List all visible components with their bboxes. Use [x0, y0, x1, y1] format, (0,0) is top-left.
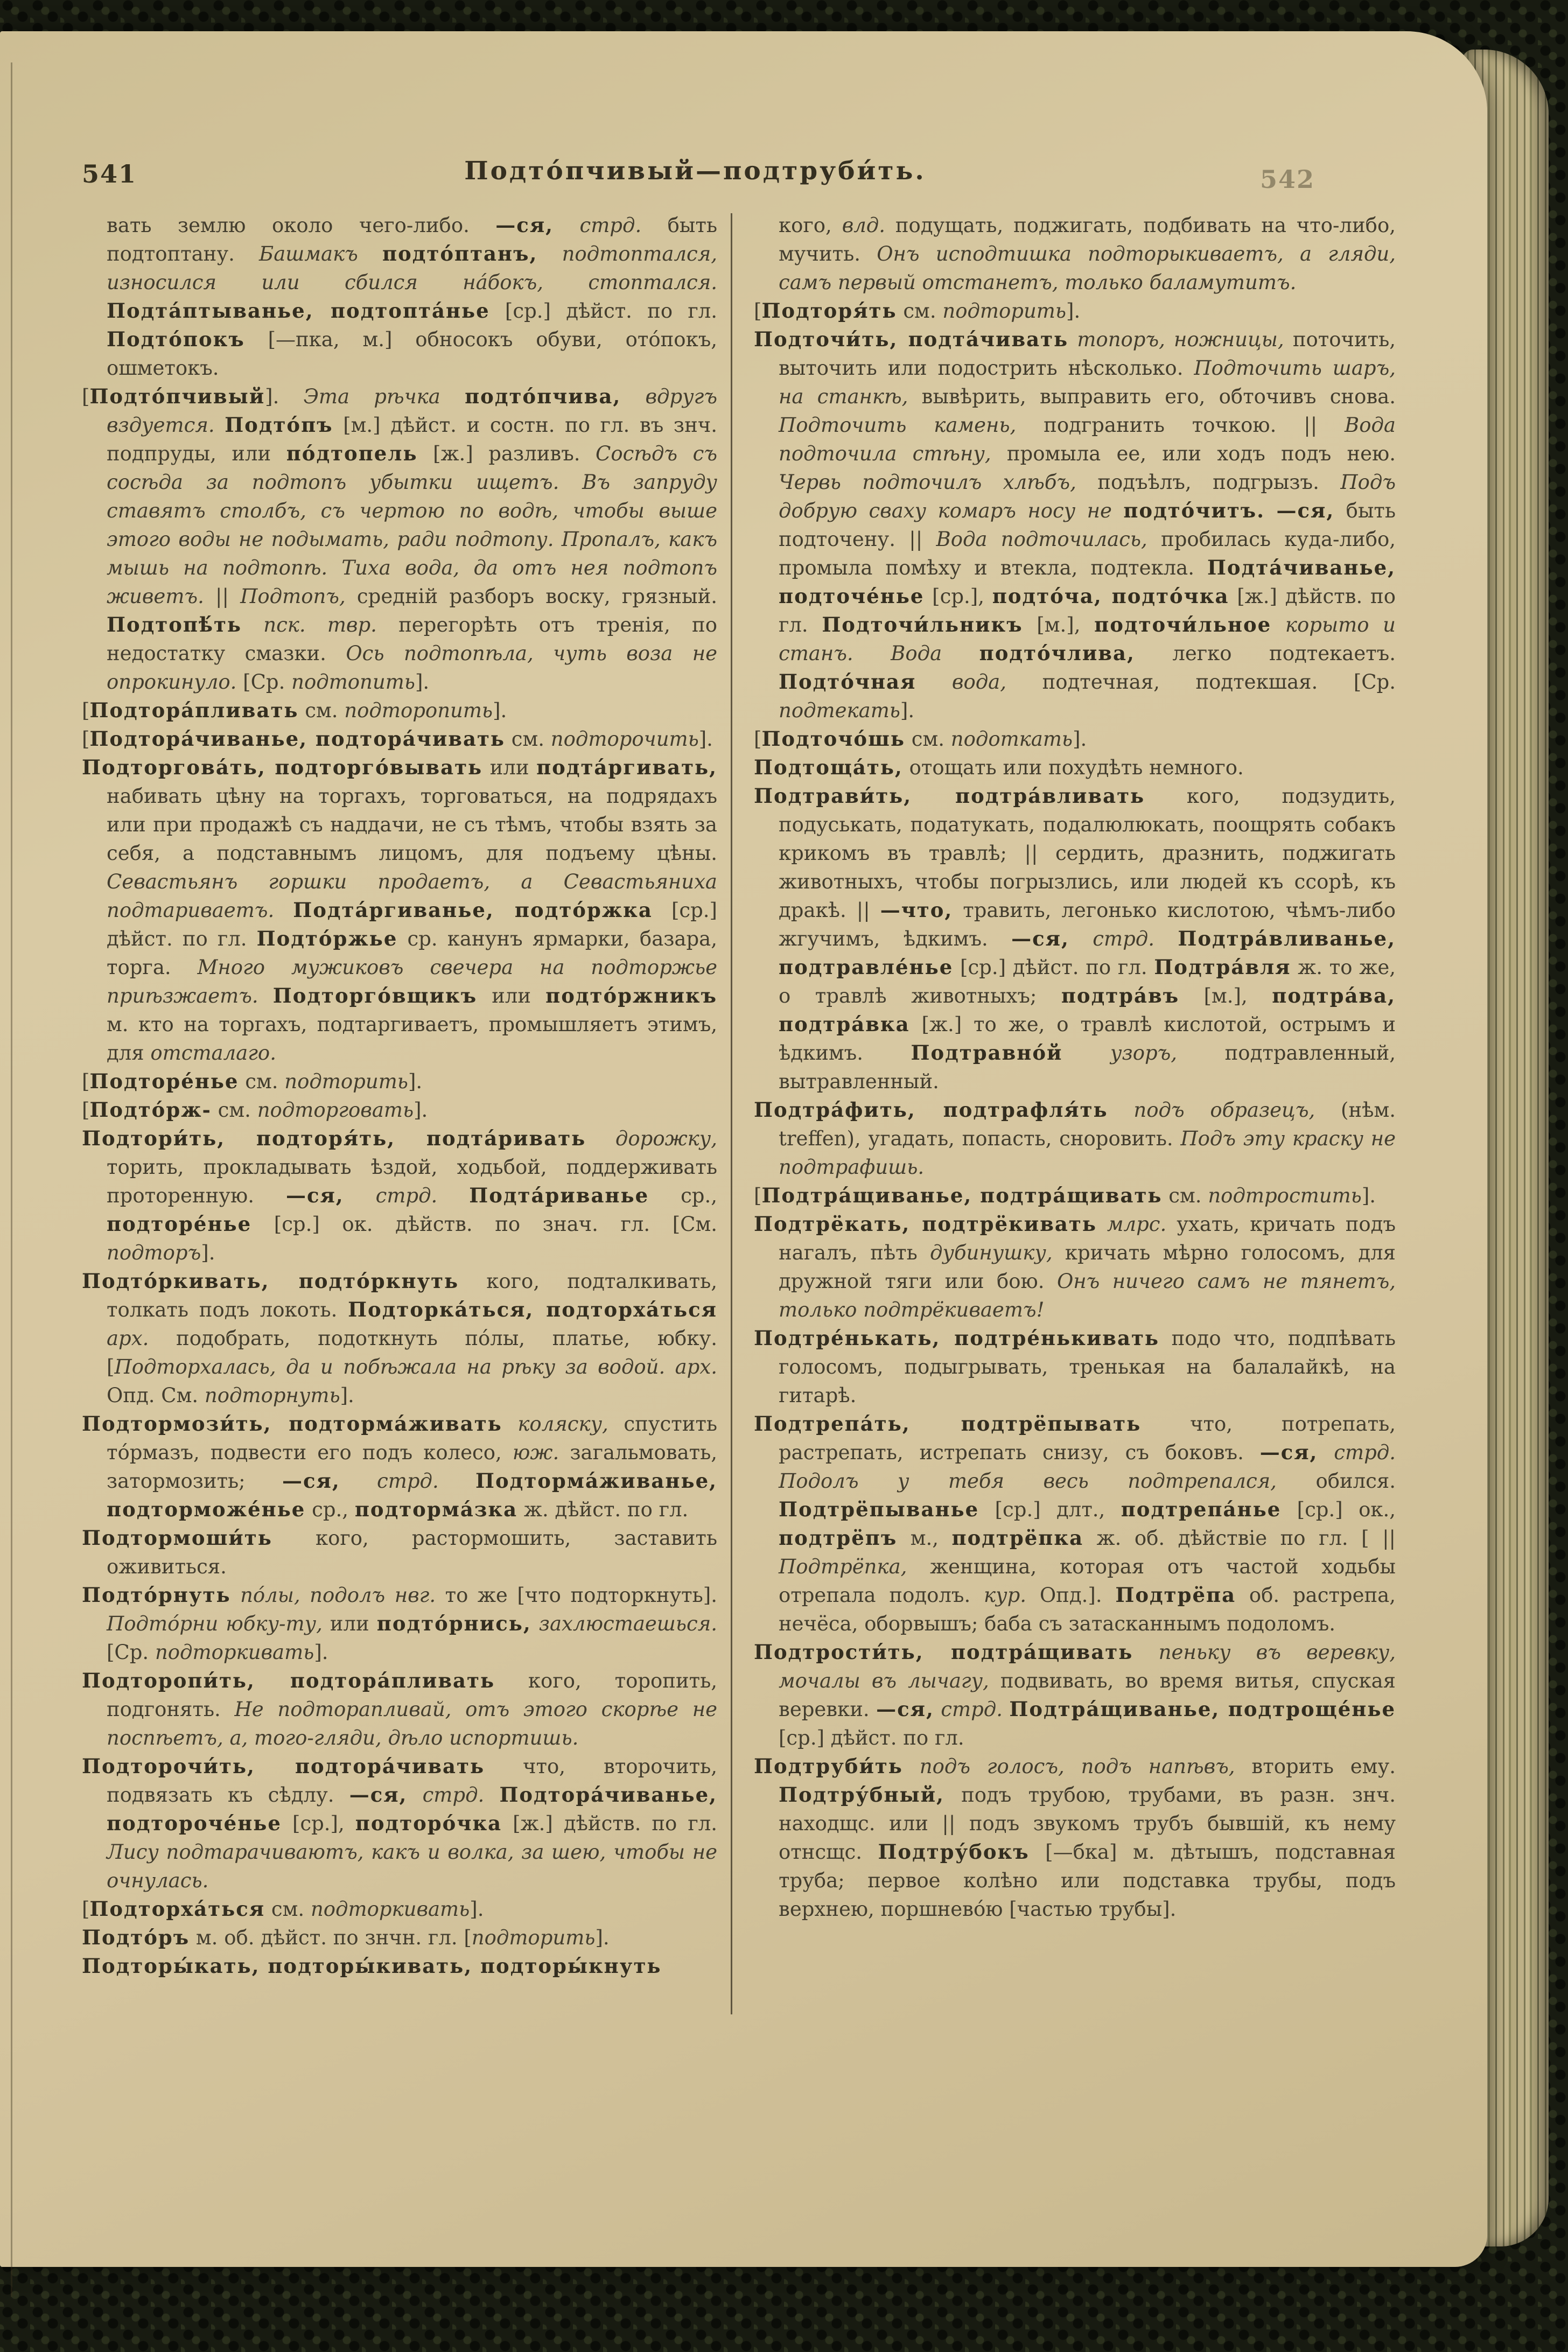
dictionary-entry: Подточи́ть, подта́чивать топоръ, ножницы, поточить, выточить или подострить нѣсколько. Подточить шаръ, на станкѣ, вывѣрить, выправить его, обточивъ снова. Подточить камень, подгранить точкою. || Вода подточила стѣну, промыла ее, или ходъ подъ нею. Червь подточилъ хлѣбъ, подъѣлъ, подгрызъ. Подъ добрую сваху комаръ носу не подто́читъ. —ся, быть подточену. || Вода подточилась, пробилась куда-либо, промыла помѣху и втекла, подтекла. Подта́чиванье, подточе́нье [ср.], подто́ча, подто́чка [ж.] дѣйств. по гл. Подточи́льникъ [м.], подточи́льное корыто и станъ. Вода подто́члива, легко подтекаетъ. Подто́чная вода, подтечная, подтекшая. [Ср. подтекать].	[754, 327, 1396, 722]
dictionary-entry: Подто́ркивать, подто́ркнуть кого, подталкивать, толкать подъ локоть. Подторка́ться, подторха́ться арх. подобрать, подоткнуть по́лы, платье, юбку. [Подторхалась, да и побѣжала на рѣку за водой. арх. Опд. См. подторнуть].	[82, 1269, 717, 1407]
dictionary-entry: Подтрости́ть, подтра́щивать пеньку въ веревку, мочалы въ лычагу, подвивать, во время витья, спуская веревки. —ся, стрд. Подтра́щиванье, подтроще́нье [ср.] дѣйст. по гл.	[754, 1640, 1396, 1749]
dictionary-entry: Подтормоши́ть кого, растормошить, заставить оживиться.	[82, 1526, 717, 1578]
dictionary-entry: Подтрави́ть, подтра́вливать кого, подзудить, подуськать, податукать, подалюлюкать, поощрять собакъ крикомъ въ травлѣ; || сердить, дразнить, поджигать животныхъ, чтобы погрызлись, или людей къ ссорѣ, къ дракѣ. || —что, травить, легонько кислотою, чѣмъ-либо жгучимъ, ѣдкимъ. —ся, стрд. Подтра́вливанье, подтравле́нье [ср.] дѣйст. по гл. Подтра́вля ж. то же, о травлѣ животныхъ; подтра́въ [м.], подтра́ва, подтра́вка [ж.] то же, о травлѣ кислотой, острымъ и ѣдкимъ. Подтравно́й узоръ, подтравленный, вытравленный.	[754, 784, 1396, 1093]
dictionary-entry: [Подто́пчивый]. Эта рѣчка подто́пчива, вдругъ вздуется. Подто́пъ [м.] дѣйст. и состн. по гл. въ знч. подпруды, или по́дтопель [ж.] разливъ. Сосѣдъ съ сосѣда за подтопъ убытки ищетъ. Въ запруду ставятъ столбъ, съ чертою по водѣ, чтобы выше этого воды не подымать, ради подтопу. Пропалъ, какъ мышь на подтопѣ. Тиха вода, да отъ нея подтопъ живетъ. || Подтопъ, средній разборъ воску, грязный. Подтопѣ́ть пск. твр. перегорѣть отъ тренія, по недостатку смазки. Ось подтопѣла, чуть воза не опрокинуло. [Ср. подтопить].	[82, 384, 718, 694]
dictionary-entry: Подторгова́ть, подторго́вывать или подта́ргивать, набивать цѣну на торгахъ, торговаться, на подрядахъ или при продажѣ съ наддачи, не съ тѣмъ, чтобы взять за себя, а подставнымъ лицомъ, для подъему цѣны. Севастьянъ горшки продаетъ, а Севастьяниха подтариваетъ. Подта́ргиванье, подто́ржка [ср.] дѣйст. по гл. Подто́ржье ср. канунъ ярмарки, базара, торга. Много мужиковъ свечера на подторжье приѣзжаетъ. Подторго́вщикъ или подто́ржникъ м. кто на торгахъ, подтаргиваетъ, промышляетъ этимъ, для отсталаго.	[82, 755, 717, 1065]
dictionary-entry: Подторы́кать, подторы́кивать, подторы́кнуть	[82, 1954, 662, 1978]
dictionary-entry: [Подторха́ться см. подторкивать].	[82, 1897, 484, 1921]
dictionary-entry: Подтре́нькать, подтре́нькивать подо что, подпѣвать голосомъ, подыгрывать, тренькая на балалайкѣ, на гитарѣ.	[754, 1326, 1396, 1407]
dictionary-entry: Подто́ръ м. об. дѣйст. по знчн. гл. [подторить].	[82, 1926, 610, 1949]
dictionary-entry: [Подтра́щиванье, подтра́щивать см. подтростить].	[754, 1184, 1376, 1207]
scanned-page	[0, 31, 1487, 2267]
dictionary-entry: Подтрепа́ть, подтрёпывать что, потрепать, растрепать, истрепать снизу, съ боковъ. —ся, стрд. Подолъ у тебя весь подтрепался, обился. Подтрёпыванье [ср.] длт., подтрепа́нье [ср.] ок., подтрёпъ м., подтрёпка ж. об. дѣйствіе по гл. [ || Подтрёпка, женщина, которая отъ частой ходьбы отрепала подолъ. кур. Опд.]. Подтрёпа об. растрепа, нечёса, оборвышъ; баба съ затасканнымъ подоломъ.	[754, 1412, 1396, 1635]
dictionary-entry: Подтори́ть, подторя́ть, подта́ривать дорожку, торить, прокладывать ѣздой, ходьбой, поддерживать проторенную. —ся, стрд. Подта́риванье ср., подторе́нье [ср.] ок. дѣйств. по знач. гл. [См. подторъ].	[82, 1126, 718, 1264]
left-column	[82, 211, 717, 1980]
dictionary-entry: Подтра́фить, подтрафля́ть подъ образецъ, (нѣм. treffen), угадать, попасть, сноровить. Подъ эту краску не подтрафишь.	[754, 1098, 1396, 1179]
dictionary-entry: Подтормози́ть, подторма́живать коляску, спустить то́рмазъ, подвести его подъ колесо, юж. загальмовать, затормозить; —ся, стрд. Подторма́живанье, подторможе́нье ср., подторма́зка ж. дѣйст. по гл.	[82, 1412, 718, 1521]
running-head: Подто́пчивый—подтруби́ть.	[464, 156, 926, 186]
dictionary-entry: Подтруби́ть подъ голосъ, подъ напѣвъ, вторить ему. Подтру́бный, подъ трубою, трубами, въ разн. знч. находщс. или || подъ звукомъ трубъ бывшій, къ нему отнсщс. Подтру́бокъ [—бка] м. дѣтышъ, подставная труба; первое колѣно или подставка трубы, подъ верхнею, поршнево́ю [частью трубы].	[754, 1754, 1396, 1921]
dictionary-entry: вать землю около чего-либо. —ся, стрд. быть подтоптану. Башмакъ подто́птанъ, подтоптался, износился или сбился на́бокъ, стоптался. Подта́птыванье, подтопта́нье [ср.] дѣйст. по гл. Подто́покъ [—пка, м.] обносокъ обуви, ото́покъ, ошметокъ.	[107, 213, 717, 380]
dictionary-entry: [Подтора́пливать см. подторопить].	[82, 698, 507, 722]
page-number-left: 541	[82, 159, 137, 188]
page-gutter-line	[11, 62, 12, 2297]
page-number-right: 542	[1259, 165, 1315, 194]
dictionary-entry: Подторопи́ть, подтора́пливать кого, торопить, подгонять. Не подторапливай, отъ этого скорѣе не поспѣетъ, а, того-гляди, дѣло испортишь.	[82, 1669, 717, 1749]
dictionary-entry: Подто́рнуть по́лы, подолъ нвг. то же [что подторкнуть]. Подто́рни юбку-ту, или подто́рнись, захлюстаешься. [Ср. подторкивать].	[82, 1583, 717, 1664]
right-column	[754, 211, 1396, 1923]
dictionary-entry: Подтрёкать, подтрёкивать млрс. ухать, кричать подъ нагалъ, пѣть дубинушку, кричать мѣрно голосомъ, для дружной тяги или бою. Онъ ничего самъ не тянетъ, только подтрёкиваетъ!	[754, 1212, 1396, 1321]
dictionary-entry: [Подто́рж- см. подторговать].	[82, 1098, 428, 1122]
dictionary-entry: Подтоща́ть, отощать или похудѣть немного.	[754, 755, 1244, 779]
dictionary-entry: кого, влд. подущать, поджигать, подбивать на что-либо, мучить. Онъ исподтишка подторыкиваетъ, а гляди, самъ первый отстанетъ, только баламутитъ.	[779, 214, 1396, 294]
dictionary-entry: [Подторе́нье см. подторить].	[82, 1069, 423, 1093]
dictionary-entry: [Подтора́чиванье, подтора́чивать см. подторочить].	[82, 727, 713, 751]
dictionary-entry: [Подточо́шь см. подоткать].	[754, 727, 1087, 751]
dictionary-entry: Подторочи́ть, подтора́чивать что, второчить, подвязать къ сѣдлу. —ся, стрд. Подтора́чиванье, подтороче́нье [ср.], подторо́чка [ж.] дѣйств. по гл. Лису подтарачиваютъ, какъ и волка, за шею, чтобы не очнулась.	[82, 1754, 717, 1892]
dictionary-entry: [Подторя́ть см. подторить].	[754, 299, 1081, 323]
column-rule	[731, 213, 732, 2014]
